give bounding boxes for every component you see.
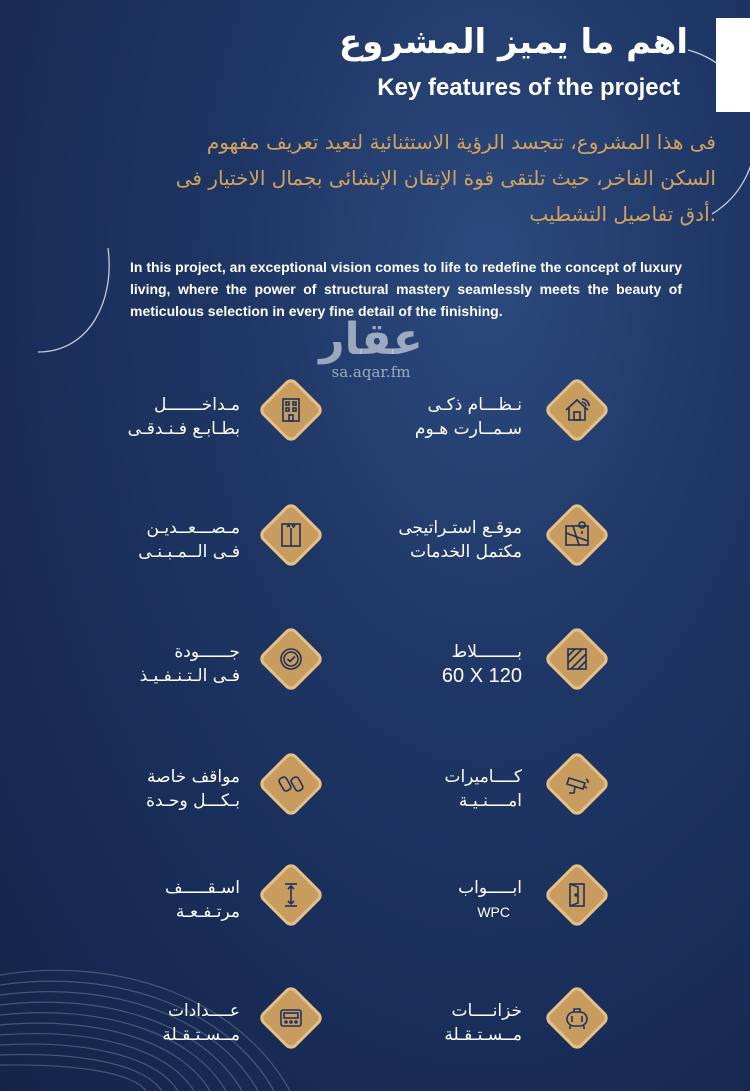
door-icon — [561, 879, 593, 911]
feature-tanks — [380, 985, 610, 1055]
feature-location — [380, 502, 610, 572]
feature-line-2: 60 X 120 — [441, 665, 522, 687]
watermark-logo: عقار — [319, 314, 423, 365]
feature-meters — [110, 985, 334, 1055]
feature-line-1: نـظـــام ذكـى — [427, 395, 522, 415]
map-location-icon — [561, 519, 593, 551]
feature-hotel-entrances — [110, 377, 334, 447]
quality-badge-icon — [275, 643, 307, 675]
feature-line-1: مـداخـــــــل — [154, 395, 240, 415]
feature-line-2: WPC — [477, 904, 510, 920]
ceiling-height-icon — [275, 879, 307, 911]
feature-line-2: فـى الــمـبـنـى — [138, 542, 240, 562]
intro-ar-line-2: السكن الفاخر، حيث تلتقى قوة الإتقان الإنشائى بجمال الاختيار فى — [175, 166, 716, 190]
intro-ar-line-1: فى هذا المشروع، تتجسد الرؤية الاستثنائية لتعيد تعريف مفهوم — [206, 130, 716, 154]
feature-quality — [110, 626, 334, 696]
feature-line-2: مــسـتـقـلة — [444, 1025, 522, 1045]
feature-line-2: بطـابـع فـنـدقـى — [127, 419, 240, 439]
feature-line-1: خزانــــات — [451, 1001, 522, 1021]
feature-line-2: مكتمل الخدمات — [410, 542, 522, 562]
security-camera-icon — [561, 768, 593, 800]
white-accent-bar — [716, 18, 750, 112]
feature-cameras — [380, 751, 610, 821]
feature-parking — [110, 751, 334, 821]
hotel-building-icon — [275, 394, 307, 426]
feature-line-2: سـمــارت هـوم — [414, 419, 522, 439]
feature-line-2: مرتـفـعـة — [175, 902, 240, 922]
electric-meter-icon — [275, 1002, 307, 1034]
tiles-icon — [561, 643, 593, 675]
intro-text-english: In this project, an exceptional vision comes to life to redefine the concept of luxury living, where the power of structural mastery seamlessly meets the beauty of meticulous selection in every fine detail of the finishing. — [130, 259, 682, 319]
feature-smart-home — [380, 377, 610, 447]
feature-line-1: جــــــودة — [174, 642, 240, 662]
feature-line-2: امــــنـيـة — [458, 791, 522, 811]
feature-elevators — [110, 502, 334, 572]
feature-line-1: اسـقـــــف — [164, 878, 240, 898]
feature-line-1: مـصـــعــديـن — [146, 518, 240, 538]
page-title-arabic: اهم ما يميز المشروع — [338, 22, 688, 62]
parking-cars-icon — [275, 768, 307, 800]
feature-line-1: ابـــــواب — [458, 878, 522, 898]
watermark — [312, 316, 430, 380]
water-tank-icon — [561, 1002, 593, 1034]
feature-line-1: بــــــــلاط — [451, 642, 522, 662]
smart-home-icon — [561, 394, 593, 426]
feature-line-2: مــسـتـقـلة — [162, 1025, 240, 1045]
feature-doors — [380, 862, 610, 932]
intro-ar-line-3: .أدق تفاصيل التشطيب — [529, 202, 716, 226]
feature-line-2: بـكـــل وحـدة — [146, 791, 240, 811]
feature-line-1: كــــاميرات — [444, 767, 522, 787]
feature-line-1: عــــدادات — [167, 1001, 240, 1021]
feature-line-2: فـى الـتـنـفـيـذ — [139, 666, 240, 686]
feature-line-1: مواقف خاصة — [147, 767, 240, 787]
feature-ceilings — [110, 862, 334, 932]
intro-text-arabic — [120, 124, 716, 232]
page-title-english: Key features of the project — [377, 74, 680, 101]
watermark-url: sa.aqar.fm — [331, 363, 411, 381]
elevator-icon — [275, 519, 307, 551]
feature-tiles — [380, 626, 610, 696]
feature-line-1: موقـع استـراتيجى — [398, 518, 522, 538]
